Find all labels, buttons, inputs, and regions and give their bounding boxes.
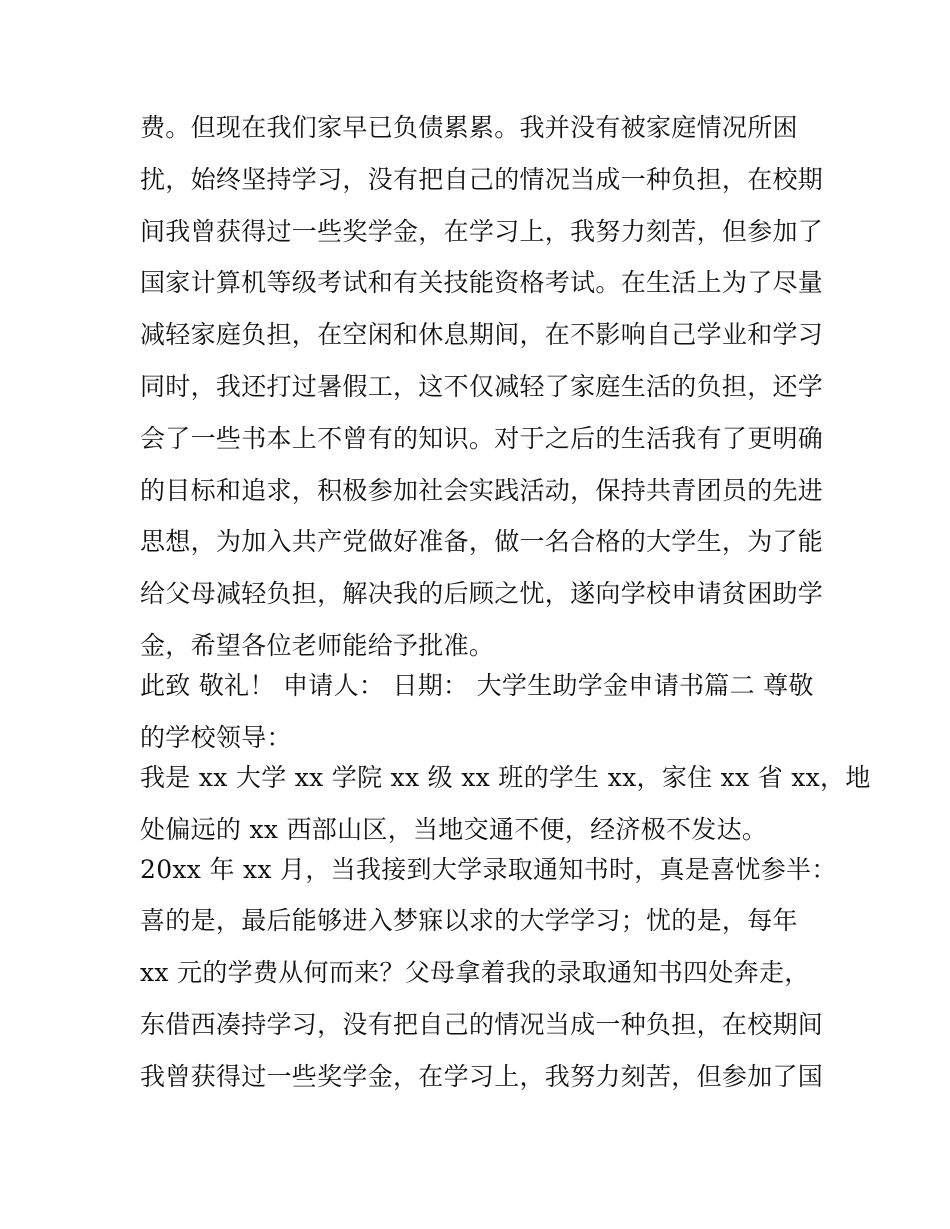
text-line: 我曾获得过一些奖学金，在学习上，我努力刻苦，但参加了国 (140, 1061, 824, 1091)
text-line: 20xx 年 xx 月，当我接到大学录取通知书时，真是喜忧参半： (140, 854, 837, 884)
text-line: 费。但现在我们家早已负债累累。我并没有被家庭情况所困 (140, 113, 798, 142)
text-line: 思想，为加入共产党做好准备，做一名合格的大学生，为了能 (140, 527, 824, 557)
text-line: xx 元的学费从何而来？父母拿着我的录取通知书四处奔走， (140, 958, 810, 988)
text-line: 金，希望各位老师能给予批准。 (140, 630, 495, 660)
text-line: 东借西凑持学习，没有把自己的情况当成一种负担，在校期间 (140, 1009, 824, 1039)
text-line: 会了一些书本上不曾有的知识。对于之后的生活我有了更明确 (140, 423, 824, 453)
text-line: 我是 xx 大学 xx 学院 xx 级 xx 班的学生 xx，家住 xx 省 xx，地 (140, 762, 871, 792)
text-line: 喜的是，最后能够进入梦寐以求的大学学习；忧的是，每年 (140, 906, 798, 936)
document-body (140, 108, 871, 1109)
text-line: 减轻家庭负担，在空闲和休息期间，在不影响自己学业和学习 (140, 320, 824, 350)
text-line: 的学校领导： (140, 722, 292, 752)
text-line: 的目标和追求，积极参加社会实践活动，保持共青团员的先进 (140, 475, 824, 505)
text-line: 扰，始终坚持学习，没有把自己的情况当成一种负担，在校期 (140, 164, 824, 194)
text-line: 此致 敬礼！ 申请人： 日期： 大学生助学金申请书篇二 尊敬 (140, 670, 814, 700)
text-line: 同时，我还打过暑假工，这不仅减轻了家庭生活的负担，还学 (140, 371, 824, 401)
text-line: 给父母减轻负担，解决我的后顾之忧，遂向学校申请贫困助学 (140, 579, 824, 609)
text-line: 处偏远的 xx 西部山区，当地交通不便，经济极不发达。 (140, 814, 768, 844)
text-line: 间我曾获得过一些奖学金，在学习上，我努力刻苦，但参加了 (140, 216, 824, 246)
text-line: 国家计算机等级考试和有关技能资格考试。在生活上为了尽量 (140, 268, 824, 298)
